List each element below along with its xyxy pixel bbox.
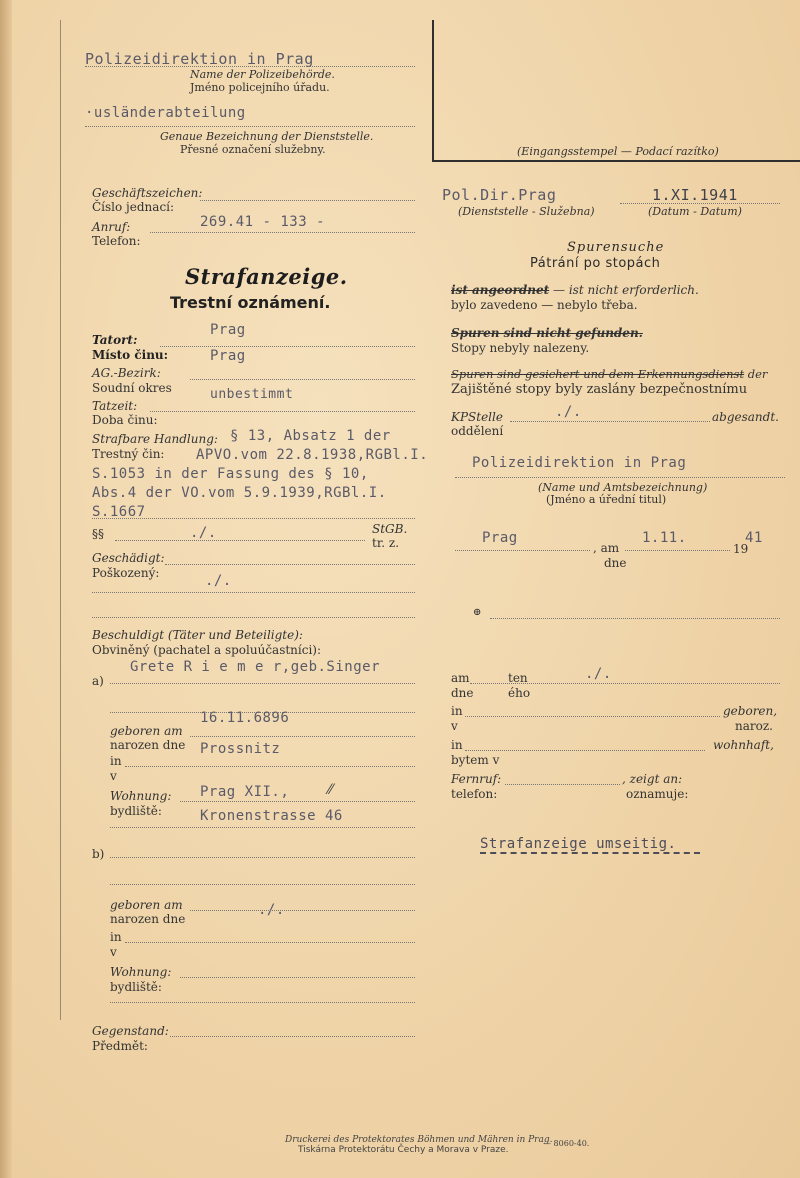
trace-line3-tail: der xyxy=(747,367,768,381)
stgb-de: StGB. xyxy=(372,522,408,536)
injured-line xyxy=(165,564,415,565)
act-line-3: S.1053 in der Fassung des § 10, xyxy=(92,466,369,482)
accused-b-born-line xyxy=(190,910,415,911)
trace-line2-cz: Stopy nebyly nalezeny. xyxy=(451,341,590,355)
trace-line1 xyxy=(451,283,699,297)
accused-b-home-cz: bydliště: xyxy=(110,980,162,994)
informant-am-cz: dne xyxy=(451,686,474,700)
place-value: Prag xyxy=(482,530,518,546)
district-value: unbestimmt xyxy=(210,387,294,402)
act-line-4: Abs.4 der VO.vom 5.9.1939,RGBl.I. xyxy=(92,485,387,501)
am-cz: dne xyxy=(604,556,627,570)
department-line xyxy=(85,126,415,127)
trace-line1-cz: bylo zavedeno — nebylo třeba. xyxy=(451,298,638,312)
time-label-de: Tatzeit: xyxy=(92,399,138,413)
informant-phone-line xyxy=(505,784,620,785)
informant-in-de: in xyxy=(451,704,463,718)
office-caption: (Dienststelle - Služebna) xyxy=(458,205,595,218)
file-no-label-de: Geschäftszeichen: xyxy=(92,186,203,200)
authority-typed: Polizeidirektion in Prag xyxy=(85,50,314,68)
accused-born-line xyxy=(190,736,415,737)
informant-in2-cz: bytem v xyxy=(451,753,500,767)
form-title-cz: Trestní oznámení. xyxy=(170,293,331,312)
call-line xyxy=(150,232,415,233)
place-line xyxy=(455,550,590,551)
date-value: 1.XI.1941 xyxy=(652,186,738,204)
district-label-de: AG.-Bezirk: xyxy=(92,366,161,380)
authority-line xyxy=(85,66,415,67)
informant-phone-cz: telefon: xyxy=(451,787,498,801)
trace-header-de: Spurensuche xyxy=(567,240,665,255)
signer-caption-de: (Name und Amtsbezeichnung) xyxy=(538,481,708,494)
trace-header-cz: Pátrání po stopách xyxy=(530,256,661,271)
overleaf-underline xyxy=(480,852,700,854)
informant-reports-de: , zeigt an: xyxy=(622,772,683,786)
act-line-2: APVO.vom 22.8.1938,RGBl.I. xyxy=(196,447,429,463)
accused-label-cz: Obviněný (pachatel a spoluúčastníci): xyxy=(92,643,322,657)
injured-label-cz: Poškozený: xyxy=(92,566,160,580)
stamp-box-bottom xyxy=(432,160,800,162)
accused-b-line-2 xyxy=(110,884,415,885)
para-line xyxy=(115,540,365,541)
informant-in2-line xyxy=(465,750,705,751)
accused-a-marker: a) xyxy=(92,674,104,688)
trace-line1-struck: ist angeordnet xyxy=(451,283,550,297)
para-sign: §§ xyxy=(92,527,104,541)
accused-home-line-2 xyxy=(110,827,415,828)
date-caption: (Datum - Datum) xyxy=(648,205,742,218)
accused-in-value: Prossnitz xyxy=(200,741,281,757)
form-title-de: Strafanzeige. xyxy=(185,264,348,289)
accused-b-home-line-2 xyxy=(110,1002,415,1003)
stamp-box-left xyxy=(432,20,434,162)
kp-label-de: KPStelle xyxy=(451,410,503,424)
overleaf-note: Strafanzeige umseitig. xyxy=(480,836,677,852)
injured-value: ./. xyxy=(205,573,232,589)
authority-caption-de: Name der Polizeibehörde. xyxy=(190,68,335,81)
kp-line xyxy=(510,421,710,422)
kp-value: ./. xyxy=(555,404,582,420)
scene-label-cz: Místo činu: xyxy=(92,348,169,362)
accused-home-value-2: Kronenstrasse 46 xyxy=(200,808,343,824)
file-no-label-cz: Číslo jednací: xyxy=(92,200,175,214)
am-de: , am xyxy=(593,541,620,555)
accused-born-value: 16.11.6896 xyxy=(200,710,290,726)
trace-line3-cz: Zajištěné stopy byly zaslány bezpečnostnímu xyxy=(451,382,748,397)
district-label-cz: Soudní okres xyxy=(92,381,172,395)
department-caption-de: Genaue Bezeichnung der Dienststelle. xyxy=(160,130,374,143)
accused-in-line xyxy=(125,766,415,767)
file-no-line xyxy=(200,200,415,201)
act-line-underline xyxy=(92,518,415,519)
act-label-cz: Trestný čin: xyxy=(92,447,165,461)
accused-label-de: Beschuldigt (Täter und Beteiligte): xyxy=(92,628,303,642)
accused-b-marker: b) xyxy=(92,847,105,861)
footer-line-2: Tiskárna Protektorátu Čechy a Morava v Praze. xyxy=(298,1145,509,1155)
accused-a-line xyxy=(110,683,415,684)
act-line-5: S.1667 xyxy=(92,504,146,520)
kp-label-cz: oddělení xyxy=(451,424,504,438)
subject-line xyxy=(170,1036,415,1037)
margin-line xyxy=(60,20,61,1020)
stgb-cz: tr. z. xyxy=(372,536,400,550)
accused-b-born-de: geboren am xyxy=(110,898,183,912)
office-value: Pol.Dir.Prag xyxy=(442,186,557,204)
handwritten-mark: ⁄⁄ xyxy=(328,782,333,798)
accused-in-cz: v xyxy=(110,769,117,783)
time-line xyxy=(150,411,415,412)
department-caption-cz: Přesné označení služebny. xyxy=(180,143,326,156)
trace-line1-rest: — ist nicht erforderlich. xyxy=(553,283,699,297)
informant-in2-de: in xyxy=(451,738,463,752)
act-label-de: Strafbare Handlung: xyxy=(92,432,218,446)
accused-b-home-de: Wohnung: xyxy=(110,965,172,979)
signer-line xyxy=(455,477,785,478)
call-label-de: Anruf: xyxy=(92,220,131,234)
kp-tail: abgesandt. xyxy=(712,410,779,424)
year-prefix: 19 xyxy=(733,542,749,556)
date-day-value: 1.11. xyxy=(642,530,687,546)
injured-line-3 xyxy=(92,617,415,618)
department-typed: ·usländerabteilung xyxy=(85,105,246,121)
accused-b-home-line xyxy=(180,977,415,978)
accused-a-name: Grete R i e m e r,geb.Singer xyxy=(130,659,381,675)
time-label-cz: Doba činu: xyxy=(92,413,158,427)
trace-line2-struck: Spuren sind nicht gefunden. xyxy=(451,326,643,340)
signer-caption-cz: (Jméno a úřední titul) xyxy=(546,493,667,506)
accused-b-in-line xyxy=(125,942,415,943)
call-value: 269.41 - 133 - xyxy=(200,214,326,230)
informant-line xyxy=(470,683,780,684)
accused-b-born-cz: narozen dne xyxy=(110,912,186,926)
scene-value-2: Prag xyxy=(210,348,246,364)
stamp-caption: (Eingangsstempel — Podací razítko) xyxy=(517,145,719,158)
footer-number: — 8060-40. xyxy=(543,1139,590,1148)
page-edge-shadow xyxy=(0,0,12,1178)
trace-line3-struck: Spuren sind gesichert und dem Erkennungsdienst xyxy=(451,367,745,381)
signer-typed: Polizeidirektion in Prag xyxy=(472,455,687,471)
accused-b-in-de: in xyxy=(110,930,122,944)
informant-born-de: geboren, xyxy=(723,704,778,718)
date-line xyxy=(620,203,780,204)
call-label-cz: Telefon: xyxy=(92,234,141,248)
accused-born-de: geboren am xyxy=(110,724,183,738)
informant-born-cz: naroz. xyxy=(735,719,773,733)
year-suffix: 41 xyxy=(745,530,763,546)
footer-line-1: Druckerei des Protektorates Böhmen und Mähren in Prag. xyxy=(285,1135,553,1145)
informant-reports-cz: oznamuje: xyxy=(626,787,689,801)
act-line-1: § 13, Absatz 1 der xyxy=(230,428,391,444)
informant-value: ./. xyxy=(585,666,612,682)
informant-am-de: am xyxy=(451,671,470,685)
injured-line-2 xyxy=(92,592,415,593)
accused-in-de: in xyxy=(110,754,122,768)
scene-value-1: Prag xyxy=(210,322,246,338)
injured-label-de: Geschädigt: xyxy=(92,551,165,565)
accused-home-line xyxy=(180,801,415,802)
subject-cz: Předmět: xyxy=(92,1039,148,1053)
scene-line xyxy=(160,346,415,347)
accused-b-line xyxy=(110,857,415,858)
scene-label-de: Tatort: xyxy=(92,333,138,347)
signature-line xyxy=(490,618,780,619)
accused-home-de: Wohnung: xyxy=(110,789,172,803)
circle-mark-icon: ⊕ xyxy=(473,607,482,618)
accused-home-value-1: Prag XII., xyxy=(200,784,290,800)
accused-home-cz: bydliště: xyxy=(110,804,162,818)
informant-in-line xyxy=(465,716,720,717)
accused-b-born-value: ./. xyxy=(258,902,285,918)
district-line xyxy=(190,379,415,380)
informant-ten-de: ten xyxy=(508,671,528,685)
informant-lives-de: wohnhaft, xyxy=(713,738,774,752)
informant-in-cz: v xyxy=(451,719,458,733)
authority-caption-cz: Jméno policejního úřadu. xyxy=(190,81,330,94)
accused-born-cz: narozen dne xyxy=(110,738,186,752)
trace-line3 xyxy=(451,367,767,381)
date-day-line xyxy=(625,550,730,551)
informant-phone-de: Fernruf: xyxy=(451,772,502,786)
para-value: ./. xyxy=(190,525,217,541)
accused-b-in-cz: v xyxy=(110,945,117,959)
informant-ten-cz: ého xyxy=(508,686,531,700)
subject-de: Gegenstand: xyxy=(92,1024,169,1038)
